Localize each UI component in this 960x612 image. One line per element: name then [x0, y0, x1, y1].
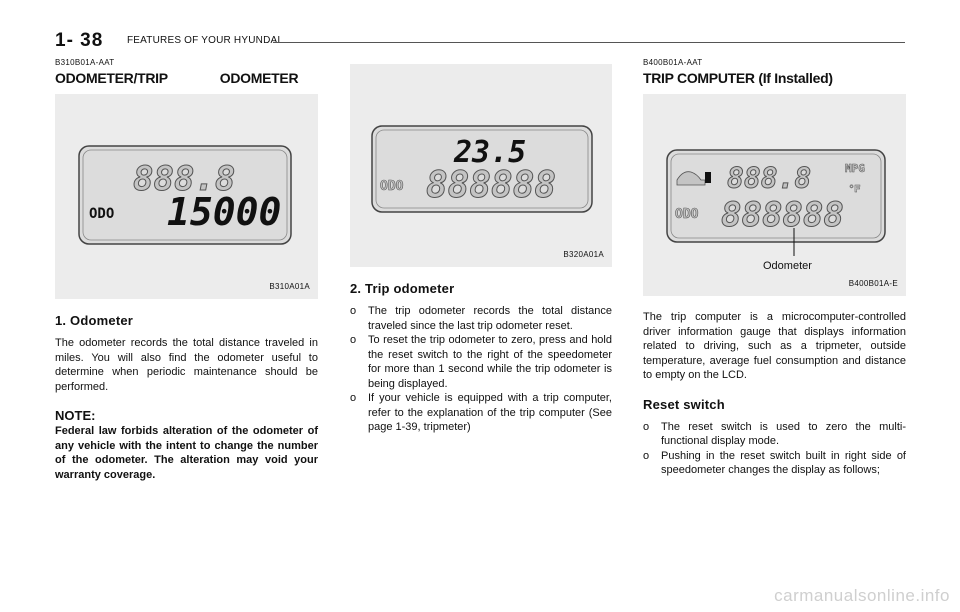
header-rule	[273, 42, 905, 43]
section-title-right: ODOMETER	[219, 70, 299, 86]
page-number: 1- 38	[55, 30, 104, 51]
lcd-trip-reading: 23.5	[454, 135, 527, 170]
odometer-callout: Odometer	[763, 260, 812, 272]
lcd-top-segments: 888.8	[133, 159, 236, 199]
column-trip-computer	[643, 58, 906, 478]
reset-switch-list	[643, 420, 906, 478]
odo-label: ODO	[675, 207, 699, 222]
list-item: o To reset the trip odometer to zero, press and hold the reset switch to the right of the speedometer for more than 1 second while the trip odometer is being displayed.	[350, 334, 612, 390]
section-code: B310B01A-AAT	[55, 58, 115, 67]
list-item: o Pushing in the reset switch built in right side of speedometer changes the display as follows;	[643, 449, 906, 476]
odometer-subtitle: 1. Odometer	[55, 313, 134, 328]
lcd-odometer-reading: 15000	[167, 190, 282, 234]
watermark: carmanualsonline.info	[774, 586, 950, 605]
figure-code: B310A01A	[269, 282, 310, 291]
figure-code: B320A01A	[563, 250, 604, 259]
lcd-top-segments: 888.8	[727, 162, 812, 195]
section-title: TRIP COMPUTER (If Installed)	[643, 70, 833, 86]
header-title: FEATURES OF YOUR HYUNDAI	[127, 35, 281, 46]
figure-code: B400B01A-E	[848, 279, 898, 288]
odo-label: ODO	[89, 206, 115, 222]
section-title	[55, 70, 318, 86]
list-item: o If your vehicle is equipped with a trip computer, refer to the explanation of the trip computer (See page 1-39, tripmeter)	[350, 392, 612, 433]
note-heading: NOTE:	[55, 408, 96, 423]
list-item: o The trip odometer records the total distance traveled since the last trip odometer reset.	[350, 305, 612, 332]
section-title-left: ODOMETER/TRIP	[55, 70, 168, 86]
lcd-odometer-segments: 888888	[426, 165, 557, 206]
car-fuel-icon	[677, 172, 711, 185]
column-trip-odometer	[350, 58, 612, 435]
lcd-odometer-segments: 888888	[721, 195, 844, 235]
reset-switch-subtitle: Reset switch	[643, 396, 725, 412]
odometer-figure	[55, 94, 318, 299]
column-odometer	[55, 58, 318, 482]
trip-lcd-illustration	[350, 64, 612, 267]
trip-odometer-figure	[350, 64, 612, 267]
trip-computer-paragraph: The trip computer is a microcomputer-controlled driver information gauge that displays information related to driving, such as a tripmeter, outside temperature, average fuel consumption and distance to empty on the LCD.	[643, 311, 906, 381]
trip-computer-figure	[643, 94, 906, 296]
trip-odometer-list	[350, 304, 612, 435]
trip-odometer-subtitle: 2. Trip odometer	[350, 281, 455, 296]
page-header	[55, 30, 905, 52]
odo-label: ODO	[380, 179, 404, 194]
mpg-unit: MPG	[845, 162, 865, 175]
fahrenheit-unit: °F	[849, 184, 861, 195]
note-text: Federal law forbids alteration of the odometer of any vehicle with the intent to change the number of the odometer. The alteration may void your warranty coverage.	[55, 425, 318, 481]
section-code: B400B01A-AAT	[643, 58, 703, 67]
list-item: o The reset switch is used to zero the multi-functional display mode.	[643, 420, 906, 447]
odometer-paragraph: The odometer records the total distance traveled in miles. You will also find the odometer useful to determine when periodic maintenance should be performed.	[55, 337, 318, 393]
odometer-lcd-illustration	[55, 94, 318, 299]
